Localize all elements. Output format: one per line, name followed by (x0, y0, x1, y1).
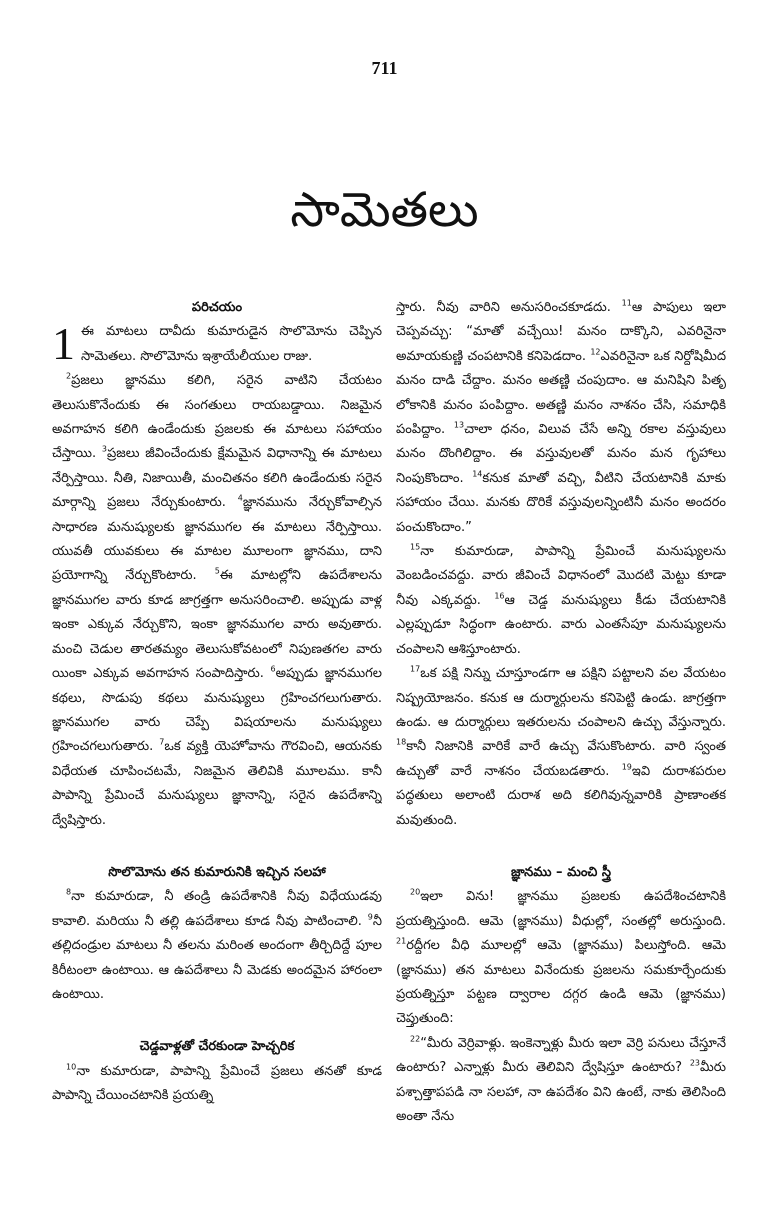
verse-number: 22 (410, 1034, 421, 1044)
verse-number: 18 (396, 737, 407, 747)
book-title: సామెతలు (290, 182, 479, 238)
verse-paragraph (396, 885, 726, 1031)
verse-number: 8 (66, 888, 72, 898)
verse-paragraph (396, 1032, 726, 1130)
verse-text: ప్రజలు జ్ఞానము కలిగి, సరైన వాటిని చేయటం తెలుసుకొనేందుకు ఈ సంగతులు రాయబడ్డాయి. నిజమైన అవగాహన కలిగి ఉండేందుకు ప్రజలకు ఈ మాటలు సహాయం చేస్తాయి. (52, 373, 382, 462)
verse-text: నా కుమారుడా, నీ తండ్రి ఉపదేశానికి నీవు విధేయుడవు కావాలి. మరియు నీ తల్లి ఉపదేశాలు కూడ నీవు పాటించాలి. (52, 889, 382, 929)
verse-text: కానీ నిజానికి వారికే వారే ఉచ్చు వేసుకొంటారు. వారి స్వంత ఉచ్చుతో వారే నాశనం చేయబడతారు. (396, 739, 726, 779)
page-number: 711 (371, 58, 398, 78)
verse-number: 4 (237, 493, 243, 503)
verse-number: 19 (621, 762, 632, 772)
verse-text: ఒక పక్షి నిన్ను చూస్తూండగా ఆ పక్షిని పట్టాలని వల వేయటం నిష్ప్రయోజనం. కనుక ఆ దుర్మార్గులను కనిపెట్టి ఉండు. జాగ్రత్తగా ఉండు. ఆ దుర్మార్గులు ఇతరులను చంపాలని ఉచ్చు వేస్తున్నారు. (396, 666, 726, 730)
verse-text: కనుక మాతో వచ్చి, వీటిని చేయటానికి మాకు సహాయం చేయి. మనకు దొరికే వస్తువులన్నింటినీ మనం అందరం పంచుకొందాం.” (396, 470, 726, 535)
verse-number: 20 (410, 888, 421, 898)
verse-paragraph (52, 320, 382, 369)
verse-text: “మీరు వెర్రివాళ్లు. ఇంకెన్నాళ్లు మీరు ఇలా వెర్రి పనులు చేస్తూనే ఉంటారు? ఎన్నాళ్లు మీరు తెలివిని ద్వేషిస్తూ ఉంటారు? (396, 1035, 726, 1076)
verse-number: 21 (396, 936, 407, 946)
verse-number: 10 (66, 1062, 77, 1072)
verse-number: 15 (410, 542, 421, 552)
verse-text: ఎవరినైనా ఒక నిర్దోషిమీద మనం దాడి చేద్దాం. మనం అతణ్ణి చంపుదాం. ఆ మనిషిని పితృ లోకానికి మనం పంపిద్దాం. అతణ్ణి మనం నాశనం చేసి, సమాధికి పంపిద్దాం. (396, 348, 726, 438)
verse-number: 11 (621, 298, 632, 308)
left-column (52, 296, 382, 1216)
verse-number: 2 (66, 371, 72, 381)
verse-paragraph (52, 885, 382, 1007)
verse-text: చాలా ధనం, విలువ చేసే అన్ని రకాల వస్తువులు మనం దొంగిలిద్దాం. ఈ వస్తువులతో మనం మన గృహాలు నింపుకొందాం. (396, 422, 726, 486)
verse-number: 23 (689, 1058, 701, 1068)
verse-text: ఇవి దురాశపరుల పద్ధతులు అలాంటి దురాశ అది కలిగివున్నవారికి ప్రాణాంతక మవుతుంది. (396, 763, 726, 828)
verse-number: 13 (453, 420, 465, 430)
verse-number: 5 (214, 567, 220, 577)
verse-paragraph (396, 540, 726, 662)
verse-text: ఒక వ్యక్తి యెహోవాను గౌరవించి, ఆయనకు విధేయత చూపించటమే, నిజమైన తెలివికి మూలము. కానీ పాపాన్ని ప్రేమించే మనుష్యులు జ్ఞానాన్ని, సరైన ఉపదేశాన్ని ద్వేషిస్తారు. (52, 739, 382, 828)
verse-text: నా కుమారుడా, పాపాన్ని ప్రేమించే ప్రజలు తనతో కూడ పాపాన్ని చేయించటానికి ప్రయత్ని (52, 1063, 382, 1104)
verse-text: మీరు పశ్చాత్తాపపడి నా సలహా, నా ఉపదేశం విని ఉంటే, నాకు తెలిసింది అంతా నేను (396, 1060, 726, 1124)
right-column (396, 296, 726, 1216)
verse-paragraph (52, 1060, 382, 1109)
verse-text: అప్పుడు జ్ఞానముగల కథలు, సొడుపు కథలు మనుష్యులు గ్రహించగలుగుతారు. జ్ఞానముగల వారు చెప్పే విషయాలను మనుష్యులు గ్రహించగలుగుతారు. (52, 666, 382, 755)
verse-number: 3 (101, 445, 107, 455)
verse-paragraph (396, 662, 726, 833)
chapter-number: 1 (52, 318, 75, 370)
verse-text: స్తారు. నీవు వారిని అనుసరించకూడదు. (396, 300, 611, 315)
verse-number: 16 (494, 591, 505, 601)
verse-number: 14 (472, 469, 483, 479)
verse-text: ఈ మాటలు దావీదు కుమారుడైన సొలొమోను చెప్పిన సామెతలు. సొలొమోను ఇశ్రాయేలీయుల రాజు. (81, 324, 382, 364)
verse-text: నీ తల్లిదండ్రుల మాటలు నీ తలను మరింత అందంగా తీర్చిదిద్దే పూల కిరీటంలా ఉంటాయి. ఆ ఉపదేశాలు నీ మెడకు అందమైన హారంలా ఉంటాయి. (52, 913, 382, 1002)
verse-text: ఇలా విను! జ్ఞానము ప్రజలకు ఉపదేశించటానికి ప్రయత్నిస్తుంది. ఆమె (జ్ఞానము) వీధుల్లో, సంతల్లో అరుస్తుంది. (396, 889, 726, 929)
verse-paragraph (52, 369, 382, 833)
verse-text: ఆ పాపులు ఇలా చెప్పవచ్చు: “మాతో వచ్చేయి! మనం దాక్కొని, ఎవరినైనా అమాయకుణ్ణి చంపటానికి కనిపెడదాం. (396, 300, 726, 364)
section-heading-warning: చెడ్డవాళ్లతో చేరకుండా హెచ్చరిక (139, 1039, 295, 1055)
verse-text: ప్రజలు జీవించేందుకు క్షేమమైన విధానాన్ని ఈ మాటలు నేర్పిస్తాయి. నీతి, నిజాయితీ, మంచితనం కలిగి ఉండేందుకు సరైన మార్గాన్ని ప్రజలు నేర్చుకుంటారు. (52, 446, 382, 511)
verse-text: జ్ఞానమును నేర్చుకోవాల్సిన సాధారణ మనుష్యులకు జ్ఞానముగల ఈ మాటలు నేర్పిస్తాయి. యువతీ యువకులు ఈ మాటల మూలంగా జ్ఞానము, దాని ప్రయోగాన్ని నేర్చుకొంటారు. (52, 495, 382, 584)
section-heading-wisdom: జ్ఞానము – మంచి స్త్రీ (510, 864, 612, 880)
section-heading-solomon-advice: సొలొమోను తన కుమారునికి ఇచ్చిన సలహా (108, 864, 326, 880)
verse-number: 6 (270, 664, 276, 674)
verse-number: 17 (410, 664, 421, 674)
verse-paragraph (396, 296, 726, 540)
verse-number: 7 (159, 737, 165, 747)
verse-text: ఆ చెడ్డ మనుష్యులు కీడు చేయటానికి ఎల్లప్పుడూ సిద్ధంగా ఉంటారు. వారు ఎంతసేపూ మనుష్యులను చంపాలని ఆశిస్తూంటారు. (396, 592, 726, 657)
section-heading-introduction: పరిచయం (191, 300, 243, 315)
verse-number: 12 (590, 347, 601, 357)
verse-text: రద్దీగల వీధి మూలల్లో ఆమె (జ్ఞానము) పిలుస్తోంది. ఆమె (జ్ఞానము) తన మాటలు వినేందుకు ప్రజలను సమకూర్చేందుకు ప్రయత్నిస్తూ పట్టణ ద్వారాల దగ్గర ఉండి ఆమె (జ్ఞానము) చెప్తుతుంది: (396, 938, 726, 1027)
verse-text: ఈ మాటల్లోని ఉపదేశాలను జ్ఞానముగల వారు కూడ జాగ్రత్తగా అనుసరించాలి. అప్పుడు వాళ్ల ఇంకా ఎక్కువ నేర్చుకొని, ఇంకా జ్ఞానముగల వారు అవుతారు. మంచి చెడుల తారతమ్యం తెలుసుకోవటంలో నిపుణతగల వారు యింకా ఎక్కువ అవగాహన సంపాదిస్తారు. (52, 568, 382, 682)
verse-text: నా కుమారుడా, పాపాన్ని ప్రేమించే మనుష్యులను వెంబడించవద్దు. వారు జీవించే విధానంలో మొదటి మెట్టు కూడా నీవు ఎక్కవద్దు. (396, 544, 726, 608)
verse-number: 9 (367, 912, 373, 922)
